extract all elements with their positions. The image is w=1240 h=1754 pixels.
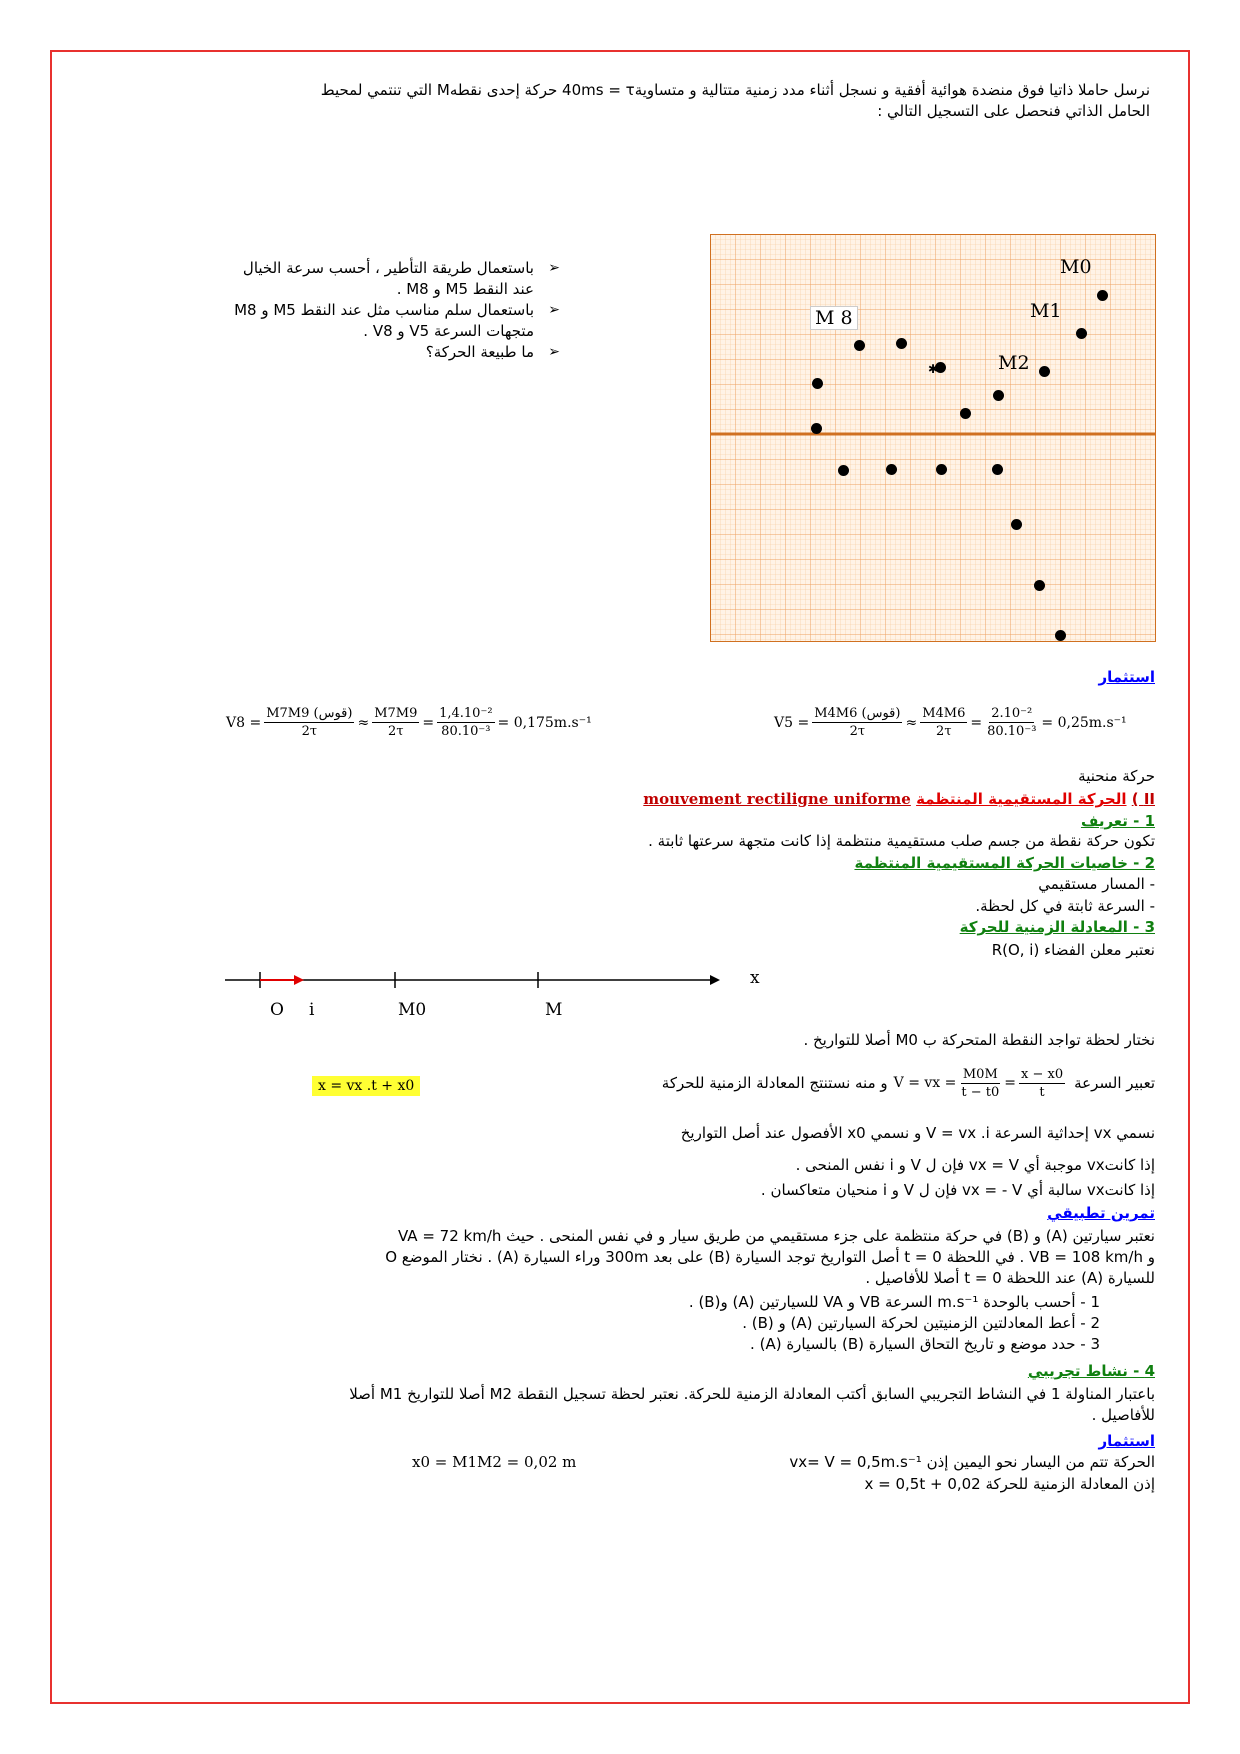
- v5-value-num: 2.10⁻²: [991, 706, 1033, 721]
- speed-eq-den1: t − t0: [961, 1085, 1000, 1100]
- axis-i-label: i: [309, 1000, 315, 1020]
- time-equation-highlight: x = vx .t + x0: [312, 1076, 420, 1096]
- definition-text: تكون حركة نقطة من جسم صلب مستقيمية منتظمة إذا كانت متجهة سرعتها ثابتة .: [648, 832, 1155, 850]
- axis-m0-label: M0: [398, 1000, 427, 1020]
- intro-text: [90, 80, 1150, 122]
- v5-chord-den: 2τ: [936, 724, 952, 739]
- v5-approx: ≈: [905, 714, 918, 731]
- intro-line-1: نرسل حاملا ذاتيا فوق منضدة هوائية أفقية و نسجل أثناء مدد زمنية متتالية و متساوية40ms = τ حركة إحدى نقطهM التي تنتمي لمحيط: [320, 81, 1150, 99]
- naming-text: نسمي vx إحداثية السرعة V = vx .i و نسمي x0 الأفصول عند أصل التواريخ: [680, 1124, 1155, 1142]
- speed-expression-row: [662, 1066, 1155, 1101]
- point-m14: [1011, 519, 1022, 530]
- point-m13: [992, 464, 1003, 475]
- exercise-question-1: 1 - أحسب بالوحدة m.s⁻¹ السرعة VB و VA للسيارتين (A) و(B) .: [688, 1293, 1100, 1311]
- cursor-mark: ✱: [928, 362, 939, 376]
- v8-chord-den: 2τ: [388, 724, 404, 739]
- point-m9: [811, 423, 822, 434]
- point-m11: [886, 464, 897, 475]
- point-m4: [960, 408, 971, 419]
- point-m15: [1034, 580, 1045, 591]
- exercise-question-3: 3 - حدد موضع و تاريخ التحاق السيارة (B) بالسيارة (A) .: [750, 1335, 1100, 1353]
- activity-title: 4 - نشاط تجريبي: [1027, 1362, 1155, 1380]
- v5-arc-num: M4M6 (قوس): [814, 706, 901, 721]
- question-3: ➢ ما طبيعة الحركة؟: [140, 342, 560, 363]
- activity-result-2: إذن المعادلة الزمنية للحركة x = 0,5t + 0,02: [864, 1475, 1155, 1493]
- exercise-title: تمرين تطبيقي: [1047, 1204, 1155, 1222]
- section-2-title-ar: الحركة المستقيمية المنتظمة: [916, 790, 1127, 808]
- v8-value-den: 80.10⁻³: [441, 724, 491, 739]
- speed-eq-num2: x − x0: [1021, 1067, 1064, 1082]
- point-m6: [896, 338, 907, 349]
- speed-eq-den2: t: [1039, 1085, 1045, 1100]
- activity-line-1: باعتبار المناولة 1 في النشاط التجريبي السابق أكتب المعادلة الزمنية للحركة. نعتبر لحظة تسجيل النقطة M2 أصلا للتواريخ M1 أصلا: [349, 1385, 1155, 1403]
- activity-text: [90, 1384, 1155, 1426]
- speed-eq-lhs: V = vx =: [893, 1075, 957, 1091]
- axis-x-label: x: [750, 968, 760, 988]
- properties-title: 2 - خاصيات الحركة المستقيمية المنتظمة: [854, 854, 1155, 872]
- point-m2: [1039, 366, 1050, 377]
- question-2: ➢ باستعمال سلم مناسب مثل عند النقط M5 و M8: [140, 300, 560, 321]
- point-m10: [838, 465, 849, 476]
- section-2-title-fr: mouvement rectiligne uniforme: [643, 790, 911, 808]
- property-2: - السرعة ثابتة في كل لحظة.: [975, 897, 1155, 915]
- intro-line-2: الحامل الذاتي فنحصل على التسجيل التالي :: [877, 102, 1150, 120]
- v8-result: = 0,175m.s⁻¹: [497, 714, 592, 731]
- v8-arc-num: M7M9 (قوس): [266, 706, 353, 721]
- exercise-questions: [689, 1292, 1100, 1355]
- point-m3: [993, 390, 1004, 401]
- point-m16: [1055, 630, 1066, 641]
- point-m7: [854, 340, 865, 351]
- negative-case: إذا كانتvx سالبة أي vx = - V فإن ل V و i منحيان متعاكسان .: [760, 1181, 1155, 1199]
- exercise-text: [90, 1226, 1155, 1289]
- question-1-cont: عند النقط M5 و M8 .: [396, 280, 534, 298]
- speed-text-b: و منه نستنتج المعادلة الزمنية للحركة: [661, 1074, 888, 1092]
- origin-text: نختار لحظة تواجد النقطة المتحركة ب M0 أصلا للتواريخ .: [803, 1031, 1155, 1049]
- activity-exploit-title: استثمار: [1098, 1432, 1155, 1450]
- property-1: - المسار مستقيمي: [1038, 875, 1155, 893]
- speed-text-a: تعبير السرعة: [1074, 1074, 1155, 1092]
- definition-title: 1 - تعريف: [1080, 812, 1155, 830]
- axis-m-label: M: [545, 1000, 563, 1020]
- speed-equation: V = vx = $\frac{M0M}{t - t0}$ = $\frac{x - x0}{t}$: [893, 1067, 1064, 1100]
- v5-lhs: V5 =: [774, 714, 810, 731]
- section-2-number: II ): [1131, 790, 1155, 808]
- questions-list: [140, 258, 560, 363]
- activity-line-2: للأفاصيل .: [1091, 1406, 1155, 1424]
- section-2-title: [643, 790, 1155, 808]
- v8-approx: ≈: [357, 714, 370, 731]
- label-m8: M 8: [810, 306, 858, 330]
- v5-result: = 0,25m.s⁻¹: [1041, 714, 1127, 731]
- point-m1: [1076, 328, 1087, 339]
- exploit-title: استثمار: [1098, 668, 1155, 686]
- label-m1: M1: [1030, 300, 1062, 322]
- exercise-question-2: 2 - أعط المعادلتين الزمنيتين لحركة السيارتين (A) و (B) .: [742, 1314, 1100, 1332]
- positive-case: إذا كانتvx موجبة أي vx = V فإن ل V و i نفس المنحى .: [795, 1156, 1155, 1174]
- graph-paper: [710, 234, 1156, 642]
- v8-equation: V8 = $\frac{\text{M7M9 (قوس)}}{2\tau}$ ≈ $\frac{M7M9}{2\tau}$ = $\frac{\text{1,4.10⁻²}}{\text{80.10⁻³}}$ = 0,175m.s⁻¹: [226, 706, 592, 739]
- exercise-line-3: للسيارة (A) عند اللحظة t = 0 أصلا للأفاصيل .: [865, 1269, 1155, 1287]
- point-m8: [812, 378, 823, 389]
- axis-o-label: O: [270, 1000, 284, 1020]
- v5-arc-den: 2τ: [849, 724, 866, 739]
- v8-arc-den: 2τ: [301, 724, 318, 739]
- activity-result-1: الحركة تتم من اليسار نحو اليمين إذن vx= V = 0,5m.s⁻¹: [789, 1453, 1155, 1471]
- v5-equation: V5 = $\frac{\text{M4M6 (قوس)}}{2\tau}$ ≈ $\frac{M4M6}{2\tau}$ = $\frac{\text{2.10⁻²}}{\text{80.10⁻³}}$ = 0,25m.s⁻¹: [774, 706, 1127, 739]
- point-m0: [1097, 290, 1108, 301]
- v5-value-den: 80.10⁻³: [987, 724, 1037, 739]
- frame-text: نعتبر معلن الفضاء R(O, i): [991, 941, 1155, 959]
- label-m2: M2: [998, 352, 1030, 374]
- v8-value-num: 1,4.10⁻²: [439, 706, 493, 721]
- activity-x0: x0 = M1M2 = 0,02 m: [412, 1453, 577, 1471]
- equation-title: 3 - المعادلة الزمنية للحركة: [959, 918, 1155, 936]
- point-m12: [936, 464, 947, 475]
- v8-lhs: V8 =: [226, 714, 262, 731]
- exercise-line-1: نعتبر سيارتين (A) و (B) في حركة منتظمة على جزء مستقيمي من طريق سيار و في نفس المنحى . حيث VA = 72 km/h: [398, 1227, 1155, 1245]
- v5-chord-num: M4M6: [922, 706, 966, 721]
- question-2-cont: متجهات السرعة V5 و V8 .: [363, 322, 534, 340]
- speed-eq-num1: M0M: [962, 1067, 998, 1082]
- v8-chord-num: M7M9: [374, 706, 418, 721]
- x-axis-diagram: [220, 965, 720, 995]
- question-1: ➢ باستعمال طريقة التأطير ، أحسب سرعة الخيال: [140, 258, 560, 279]
- recording-figure: [710, 234, 1156, 642]
- label-m0: M0: [1060, 256, 1092, 278]
- exercise-line-2: و VB = 108 km/h . في اللحظة t = 0 أصل التواريخ توجد السيارة (B) على بعد 300m وراء السيارة (A) . نختار الموضع O: [385, 1248, 1155, 1266]
- exploit-conclusion: حركة منحنية: [1078, 767, 1155, 785]
